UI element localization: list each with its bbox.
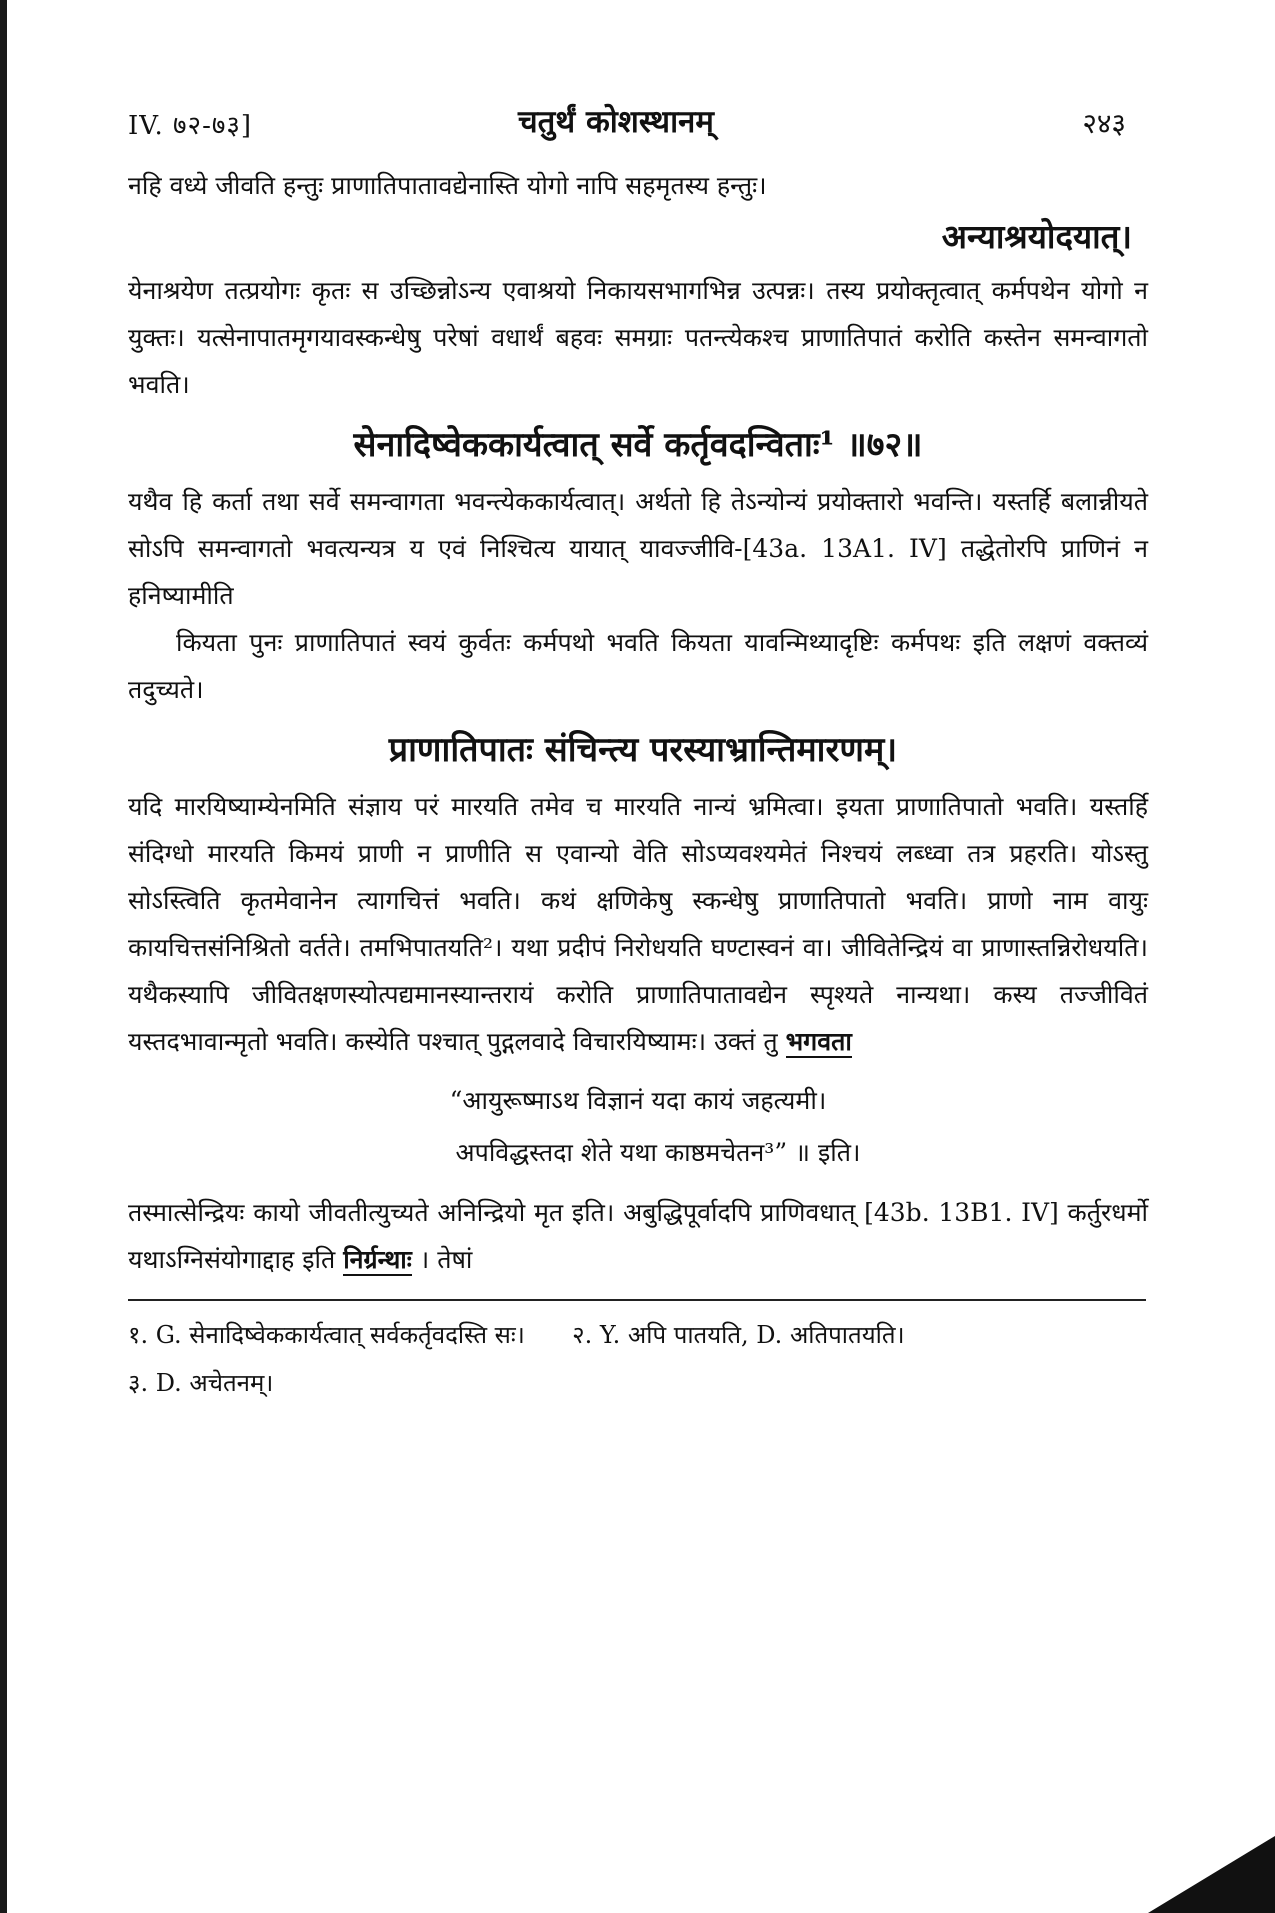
chapter-title: चतुर्थं कोशस्थानम् (518, 104, 714, 140)
footnote-3: ३. D. अचेतनम्। (128, 1369, 274, 1397)
running-header (128, 92, 1148, 148)
paragraph-5-text: यदि मारयिष्याम्येनमिति संज्ञाय परं मारयति तमेव च मारयति नान्यं भ्रमित्वा। इयता प्राणातिपातो भवति। यस्तर्हि संदिग्धो मारयति किमयं प्राणी न प्राणीति स एवान्यो वेति सोऽप्यवश्यमेतं निश्चयं लब्ध्वा तत्र प्रहरति। योऽस्तु सोऽस्त्विति कृतमेवानेन त्यागचित्तं भवति। कथं क्षणिकेषु स्कन्धेषु प्राणातिपातो भवति। प्राणो नाम वायुः कायचित्तसंनिश्रितो वर्तते। तमभिपातयति²। यथा प्रदीपं निरोधयति घण्टास्वनं वा। जीवितेन्द्रियं वा प्राणास्तन्निरोधयति। यथैकस्यापि जीवितक्षणस्योत्पद्यमानस्यान्तरायं करोति प्राणातिपातावद्येन स्पृश्यते नान्यथा। कस्य तज्जीवितं यस्तदभावान्मृतो भवति। कस्येति पश्चात् पुद्गलवादे विचारयिष्यामः। उक्तं तु (128, 792, 1148, 1056)
verse-heading-3: प्राणातिपातः संचिन्त्य परस्याभ्रान्तिमारणम्। (388, 730, 898, 770)
section-reference: IV. ७२-७३] (128, 111, 253, 141)
paragraph-4: कियता पुनः प्राणातिपातं स्वयं कुर्वतः कर्मपथो भवति कियता यावन्मिथ्यादृष्टिः कर्मपथः इति लक्षणं वक्तव्यं तदुच्यते। (128, 628, 1148, 704)
paragraph-3: यथैव हि कर्ता तथा सर्वे समन्वागता भवन्त्येककार्यत्वात्। अर्थतो हि तेऽन्योन्यं प्रयोक्तारो भवन्ति। यस्तर्हि बलान्नीयते सोऽपि समन्वागतो भवत्यन्यत्र य एवं निश्चित्य यायात् यावज्जीवि-[43a. 13A1. IV] तद्धेतोरपि प्राणिनं न हनिष्यामीति (128, 487, 1148, 610)
verse-heading-2: सेनादिष्वेककार्यत्वात् सर्वे कर्तृवदन्विताः¹ ॥७२॥ (353, 425, 923, 465)
scan-corner-shadow (1148, 1836, 1275, 1913)
footnote-1: १. G. सेनादिष्वेककार्यत्वात् सर्वकर्तृवदस्ति सः। (128, 1321, 525, 1349)
quoted-verse (128, 1075, 1148, 1179)
bhagavata-term: भगवता (785, 1027, 852, 1056)
footnote-row-1 (128, 1311, 1148, 1359)
binding-edge (0, 0, 7, 1913)
page-number: २४३ (1082, 107, 1126, 140)
quote-line-2: अपविद्धस्तदा शेते यथा काष्ठमचेतन³” ॥ इति। (455, 1138, 861, 1167)
quote-line-1: “आयुरूष्माऽथ विज्ञानं यदा कायं जहत्यमी। (449, 1086, 827, 1115)
footnote-divider (128, 1299, 1146, 1301)
footnotes (128, 1311, 1148, 1407)
nirgrantha-term: निर्ग्रन्थाः (343, 1245, 412, 1274)
footnote-2: २. Y. अपि पातयति, D. अतिपातयति। (572, 1321, 905, 1349)
paragraph-5 (128, 783, 1148, 1065)
paragraph-6 (128, 1189, 1148, 1283)
verse-heading-1: अन्याश्रयोदयात्। (941, 217, 1132, 256)
paragraph-6-tail: । तेषां (419, 1245, 473, 1274)
paragraph-2: येनाश्रयेण तत्प्रयोगः कृतः स उच्छिन्नोऽन्य एवाश्रयो निकायसभागभिन्न उत्पन्नः। तस्य प्रयोक्तृत्वात् कर्मपथेन योगो न युक्तः। यत्सेनापातमृगयावस्कन्धेषु परेषां वधार्थं बहवः समग्राः पतन्त्येकश्च प्राणातिपातं करोति कस्तेन समन्वागतो भवति। (128, 276, 1148, 399)
paragraph-1: नहि वध्ये जीवति हन्तुः प्राणातिपातावद्येनास्ति योगो नापि सहमृतस्य हन्तुः। (128, 171, 767, 200)
document-page (128, 92, 1148, 1407)
paragraph-6-text: तस्मात्सेन्द्रियः कायो जीवतीत्युच्यते अनिन्द्रियो मृत इति। अबुद्धिपूर्वादपि प्राणिवधात् [43b. 13B1. IV] कर्तुरधर्मो यथाऽग्निसंयोगाद्दाह इति (128, 1198, 1148, 1274)
